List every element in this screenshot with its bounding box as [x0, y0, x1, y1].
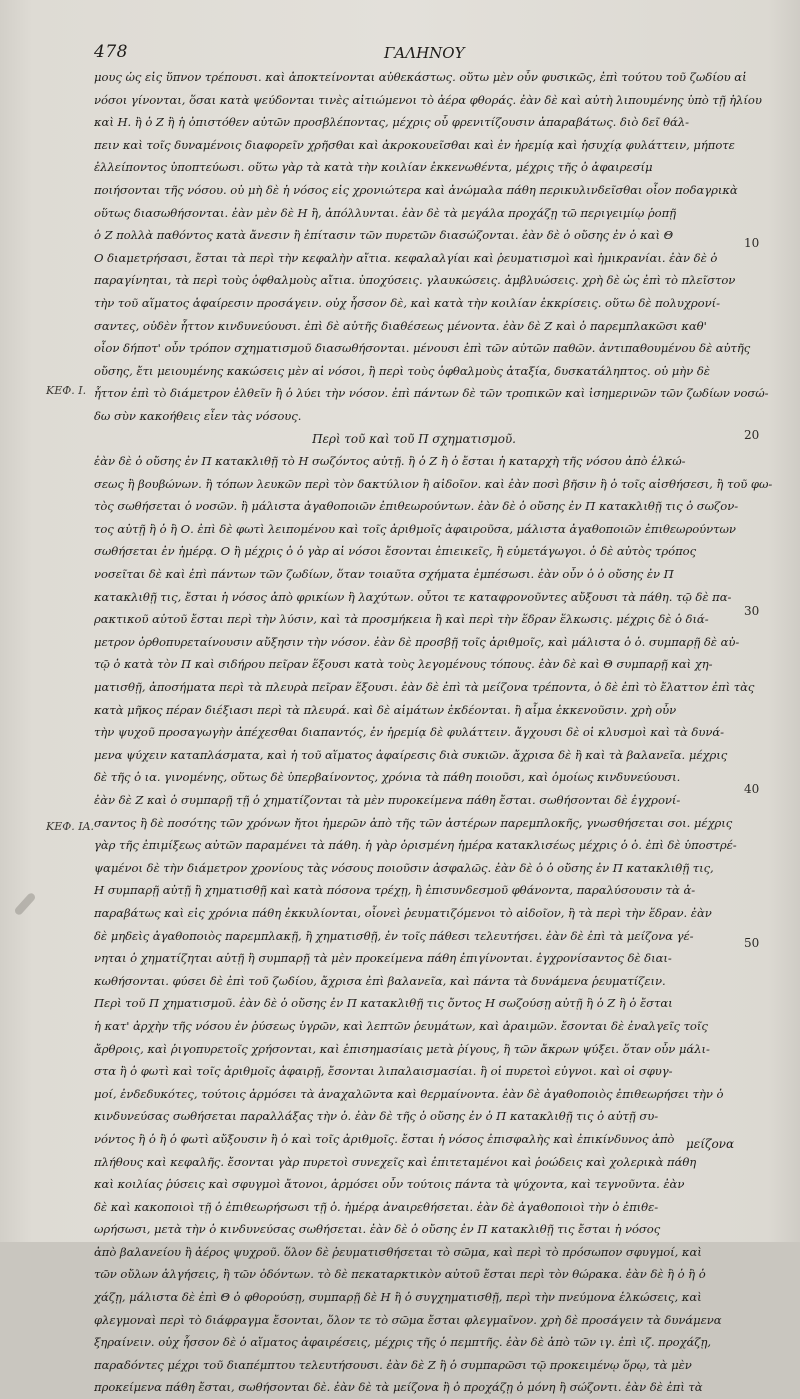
- text-line: οἷον δήποτ' οὖν τρόπον σχηματισμοῦ διασωθήσονται. μένουσι ἐπὶ τῶν αὐτῶν παθῶν. ἀντιπαθουμένου δὲ αὐτῆς: [94, 341, 751, 356]
- text-line: νοσεῖται δὲ καὶ ἐπὶ πάντων τῶν ζωδίων, ὅταν τοιαῦτα σχήματα ἐμπέσωσι. ἐὰν οὖν ὁ ὁ οὔσης ἐν Π: [94, 567, 674, 582]
- text-line: μοί, ἐνδεδυκότες, τούτοις ἁρμόσει τὰ ἀναχαλῶντα καὶ θερμαίνοντα. ἐὰν δὲ ἀγαθοποιὸς ἐπιθεωρήσει τὴν ὁ: [94, 1086, 724, 1101]
- text-line: πειν καὶ τοῖς δυναμένοις διαφορεῖν χρῆσθαι καὶ ἀκροκουεῖσθαι καὶ ἐν ἠρεμίᾳ καὶ ἡσυχίᾳ φυλάττειν, μήποτε: [94, 137, 735, 152]
- text-line: Ο διαμετρήσασι, ἔσται τὰ περὶ τὴν κεφαλὴν αἴτια. κεφαλαλγίαι καὶ ῥευματισμοὶ καὶ ἡμικρανίαι. ἐὰν δὲ ὁ: [94, 250, 718, 265]
- line-number: 10: [744, 236, 760, 250]
- text-line: τος αὐτῇ ἢ ὁ ἢ Ο. ἐπὶ δὲ φωτὶ λειπομένου καὶ τοῖς ἀριθμοῖς ἀφαιροῦσα, μάλιστα ἀγαθοποιῶν ἐπιθεωρούντων: [94, 521, 736, 536]
- text-line: Περὶ τοῦ Π χηματισμοῦ. ἐὰν δὲ ὁ οὔσης ἐν Π κατακλιθῇ τις ὄντος Η σωζούσῃ αὐτῇ ἢ ὁ Ζ ἢ ὁ ἔσται: [94, 996, 673, 1011]
- text-line: ξηραίνειν. οὐχ ἧσσον δὲ ὁ αἵματος ἀφαιρέσεις, μέχρις τῆς ὁ πεμπτῆς. ἐὰν δὲ ἀπὸ τῶν ιγ. ἐπὶ ιζ. προχάζῃ,: [94, 1335, 712, 1350]
- text-line: ἐλλείποντος ὑποπτεύωσι. οὕτω γὰρ τὰ κατὰ τὴν κοιλίαν ἐκκενωθέντα, μέχρις τῆς ὀ ἀφαιρεσίμ: [94, 160, 653, 175]
- text-line: νόντος ἢ ὁ ἢ ὁ φωτὶ αὔξουσιν ἢ ὁ καὶ τοῖς ἀριθμοῖς. ἔσται ἡ νόσος ἐπισφαλὴς καὶ ἐπικίνδυνος ἀπὸ: [94, 1131, 675, 1146]
- text-line: σωθήσεται ἐν ἡμέρᾳ. Ο ἢ μέχρις ὁ ὁ γὰρ αἱ νόσοι ἔσονται ἐπιεικεῖς, ἢ εὐμετάγωγοι. ὁ δὲ αὐτὸς τρόπος: [94, 544, 697, 559]
- text-line: ωρήσωσι, μετὰ τὴν ὁ κινδυνεύσας σωθήσεται. ἐὰν δὲ ὁ οὔσης ἐν Π κατακλιθῇ τις ἔσται ἡ νόσος: [94, 1222, 661, 1237]
- text-line: ἧττον ἐπὶ τὸ διάμετρον ἐλθεῖν ἢ ὁ λύει τὴν νόσον. ἐπὶ πάντων δὲ τῶν τροπικῶν καὶ ἰσημερινῶν τῶν ζωδίων νοσώ-: [94, 386, 769, 401]
- text-line: Η συμπαρῇ αὐτῇ ἢ χηματισθῇ καὶ κατὰ πόσονα τρέχῃ, ἢ ἐπισυνδεσμοῦ φθάνοντα, παραλύσουσιν τὰ ἀ-: [94, 883, 696, 898]
- text-line: μους ὡς εἰς ὕπνον τρέπουσι. καὶ ἀποκτείνονται αὐθεκάστως. οὕτω μὲν οὖν φυσικῶς, ἐπὶ τούτου τοῦ ζωδίου αἱ: [94, 70, 747, 84]
- text-line: σαντες, οὐδὲν ἧττον κινδυνεύουσι. ἐπὶ δὲ αὐτῆς διαθέσεως μένοντα. ἐὰν δὲ Ζ καὶ ὁ παρεμπλακῶσι καθ': [94, 318, 707, 333]
- text-line: ρακτικοῦ αὐτοῦ ἔσται περὶ τὴν λύσιν, καὶ τὰ προσμήκεια ἢ καὶ περὶ τὴν ἕδραν ἕλκωσις. μέχρις δὲ ὁ διά-: [94, 612, 709, 627]
- text-line: τὸς σωθήσεται ὁ νοσῶν. ἢ μάλιστα ἀγαθοποιῶν ἐπιθεωρούντων. ἐὰν δὲ ὁ οὔσης ἐν Π κατακλιθῇ τις ὁ σωζον-: [94, 499, 739, 514]
- text-line: δὲ μηδεὶς ἀγαθοποιὸς παρεμπλακῇ, ἢ χηματισθῇ, ἐν τοῖς πάθεσι τελευτήσει. ἐὰν δὲ ἐπὶ τὰ μείζονα γέ-: [94, 928, 694, 943]
- text-line: σεως ἢ βουβώνων. ἢ τόπων λευκῶν περὶ τὸν δακτύλιον ἢ αἰδοῖον. καὶ ἐὰν ποσὶ βῆσιν ἢ ὁ τοῖς αἰσθήσεσι, ἢ τοῦ φω-: [94, 476, 773, 491]
- text-line: ἀπὸ βαλανείου ἢ ἀέρος ψυχροῦ. ὅλον δὲ ῥευματισθήσεται τὸ σῶμα, καὶ περὶ τὸ πρόσωπον σφυγμοί, καὶ: [94, 1244, 702, 1259]
- line-number: 30: [744, 604, 760, 618]
- text-line: ὁ Ζ πολλὰ παθόντος κατὰ ἄνεσιν ἢ ἐπίτασιν τῶν πυρετῶν διασώζονται. ἐὰν δὲ ὁ οὔσης ἐν ὁ καὶ Θ: [94, 228, 674, 243]
- text-line: σαντος ἢ δὲ ποσότης τῶν χρόνων ἤτοι ἡμερῶν ἀπὸ τῆς τῶν ἀστέρων παρεμπλοκῆς, γνωσθήσεται σοι. μέχρις: [94, 815, 733, 830]
- section-3: [94, 992, 734, 1399]
- text-line: ἐὰν δὲ ὁ οὔσης ἐν Π κατακλιθῇ τὸ Η σωζόντος αὐτῇ. ἢ ὁ Ζ ἢ ὁ ἔσται ἡ καταρχὴ τῆς νόσου ἀπὸ ἑλκώ-: [94, 454, 686, 469]
- text-line: παραβάτως καὶ εἰς χρόνια πάθη ἐκκυλίονται, οἷονεὶ ῥευματιζόμενοι τὸ αἰδοῖον, ἢ τὰ περὶ τὴν ἕδραν. ἐὰν: [94, 905, 712, 920]
- margin-chapter-note: ΚΕΦ. Ι.: [46, 384, 87, 397]
- text-line: ἐὰν δὲ Ζ καὶ ὁ συμπαρῇ τῇ ὁ χηματίζονται τὰ μὲν πυροκείμενα πάθη ἔσται. σωθήσονται δὲ ἐγχρονί-: [94, 793, 681, 807]
- text-line: οὔσης, ἔτι μειουμένης κακώσεις μὲν αἱ νόσοι, ἢ περὶ τοὺς ὀφθαλμοὺς ἀταξία, δυσκατάληπτος. οὐ μὴν δὲ: [94, 363, 710, 378]
- pencil-mark: [13, 892, 36, 917]
- text-line: νόσοι γίνονται, ὅσαι κατὰ ψεύδονται τινὲς αἰτιώμενοι τὸ ἀέρα φθοράς. ἐὰν δὲ καὶ αὐτὴ λιπουμένης ὑπὸ τῇ ἡλίου: [94, 92, 762, 107]
- line-number: 50: [744, 936, 760, 950]
- text-line: παραδόντες μέχρι τοῦ διαπέμπτου τελευτήσουσι. ἐὰν δὲ Ζ ἢ ὁ συμπαρῶσι τῷ προκειμένῳ ὅρῳ, τὰ μὲν: [94, 1357, 692, 1372]
- line-number: 20: [744, 428, 760, 442]
- running-head: ΓΑΛΗΝΟΥ: [384, 44, 465, 62]
- text-line: γὰρ τῆς ἐπιμίξεως αὐτῶν παραμένει τὰ πάθη. ἡ γὰρ ὁρισμένη ἡμέρα κατακλισέως μέχρις ὁ ὁ. ἐπὶ δὲ ὑποστρέ-: [94, 838, 737, 853]
- text-line: στα ἢ ὁ φωτὶ καὶ τοῖς ἀριθμοῖς ἀφαιρῇ, ἔσονται λιπαλαισμασίαι. ἢ οἱ πυρετοὶ εὐγνοι. καὶ οἱ σφυγ-: [94, 1064, 673, 1079]
- text-line: δὲ καὶ κακοποιοὶ τῇ ὁ ἐπιθεωρήσωσι τῇ ὁ. ἡμέρᾳ ἀναιρεθήσεται. ἐὰν δὲ ἀγαθοποιοὶ τὴν ὁ ἐπιθε-: [94, 1199, 659, 1214]
- text-line: φλεγμοναὶ περὶ τὸ διάφραγμα ἔσονται, ὅλον τε τὸ σῶμα ἔσται φλεγμαῖνον. χρὴ δὲ προσάγειν τὰ δυνάμενα: [94, 1312, 722, 1327]
- catchword: μείζονα: [686, 1137, 735, 1151]
- text-line: πλήθους καὶ κεφαλῆς. ἔσονται γὰρ πυρετοὶ συνεχεῖς καὶ ἐπιτεταμένοι καὶ ῥοώδεις καὶ χολερικὰ πάθη: [94, 1154, 697, 1169]
- text-line: μενα ψύχειν καταπλάσματα, καὶ ἡ τοῦ αἵματος ἀφαίρεσις διὰ συκιῶν. ἄχρισα δὲ ἢ καὶ τὰ βαλανεῖα. μέχρις: [94, 747, 728, 762]
- text-line: προκείμενα πάθη ἔσται, σωθήσονται δὲ. ἐὰν δὲ τὰ μείζονα ἢ ὁ προχάζῃ ὁ μόνη ἢ σώζοντι. ἐὰν δὲ ἐπὶ τὰ: [94, 1380, 703, 1395]
- text-line: καὶ Η. ἢ ὁ Ζ ἢ ἡ ὀπιστόθεν αὐτῶν προσβλέποντας, μέχρις οὗ φρενιτίζουσιν ἀπαραβάτως. διὸ δεῖ θάλ-: [94, 115, 690, 130]
- text-line: ματισθῇ, ἀποσήματα περὶ τὰ πλευρὰ πεῖραν ἕξουσι. ἐὰν δὲ ἐπὶ τὰ μείζονα τρέποντα, ὁ δὲ ἐπὶ τὸ ἔλαττον ἐπὶ τὰς: [94, 680, 755, 695]
- text-line: δὲ τῆς ὁ ια. γινομένης, οὕτως δὲ ὑπερβαίνοντος, χρόνια τὰ πάθη ποιοῦσι, καὶ ὁμοίως κινδυνεύουσι.: [94, 770, 681, 785]
- text-line: δω σὺν κακοήθεις εἶεν τὰς νόσους.: [94, 408, 302, 423]
- line-number: 40: [744, 782, 760, 796]
- text-line: κωθήσονται. φύσει δὲ ἐπὶ τοῦ ζωδίου, ἄχρισα ἐπὶ βαλανεῖα, καὶ πάντα τὰ δυνάμενα ῥευματίζειν.: [94, 973, 666, 988]
- text-line: τὴν τοῦ αἵματος ἀφαίρεσιν προσάγειν. οὐχ ἧσσον δὲ, καὶ κατὰ τὴν κοιλίαν ἐκκρίσεις. οὕτω δὲ πολυχρονί-: [94, 295, 720, 310]
- text-line: οὕτως διασωθήσονται. ἐὰν μὲν δὲ Η ἢ, ἀπόλλυνται. ἐὰν δὲ τὰ μεγάλα προχάζῃ τῶ περιγειμίῳ ῥοπῇ: [94, 205, 677, 220]
- text-line: ποιήσονται τῆς νόσου. οὐ μὴ δὲ ἡ νόσος εἰς χρονιώτερα καὶ ἀνώμαλα πάθη περικυλινδεῖσθαι οἷον ποδαγρικὰ: [94, 182, 738, 197]
- text-line: τὴν ψυχοῦ προσαγωγὴν ἀπέχεσθαι διαπαντός, ἐν ἠρεμίᾳ δὲ φυλάττειν. ἄγχουσι δὲ οἱ κλυσμοὶ καὶ τὰ δυνά-: [94, 725, 725, 740]
- text-line: τῶν οὔλων ἀλγήσεις, ἢ τῶν ὀδόντων. τὸ δὲ πεκαταρκτικὸν αὐτοῦ ἔσται περὶ τὸν θώρακα. ἐὰν δὲ ἢ ὁ ἢ ὁ: [94, 1267, 706, 1282]
- text-line: χάζῃ, μάλιστα δὲ ἐπὶ Θ ὁ φθορούσῃ, συμπαρῇ δὲ Η ἢ ὁ συγχηματισθῇ, περὶ τὴν πνεύμονα ἑλκώσεις, καὶ: [94, 1290, 702, 1305]
- text-line: ψαμένοι δὲ τὴν διάμετρον χρονίους τὰς νόσους ποιοῦσιν ἀσφαλῶς. ἐὰν δὲ ὁ ὁ οὔσης ἐν Π κατακλιθῇ τις,: [94, 860, 714, 875]
- text-line: νηται ὁ χηματίζηται αὐτῇ ἢ συμπαρῇ τὰ μὲν προκείμενα πάθη ἐπιγίνονται. ἐγχρονίσαντος δὲ διαι-: [94, 951, 672, 966]
- text-line: τῷ ὁ κατὰ τὸν Π καὶ σιδήρου πεῖραν ἕξουσι κατὰ τοὺς λεγομένους τόπους. ἐὰν δὲ καὶ Θ συμπαρῇ καὶ χη-: [94, 657, 713, 672]
- text-line: παραγίνηται, τὰ περὶ τοὺς ὀφθαλμοὺς αἴτια. ὑποχύσεις. γλαυκώσεις. ἀμβλυώσεις. χρὴ δὲ ὡς ἐπὶ τὸ πλεῖστον: [94, 273, 736, 288]
- text-line: κατακλιθῇ τις, ἔσται ἡ νόσος ἀπὸ φρικίων ἢ λαχύτων. οὗτοι τε καταφρονοῦντες αὔξουσι τὰ πάθη. τῷ δὲ πα-: [94, 589, 732, 604]
- text-line: καὶ κοιλίας ῥύσεις καὶ σφυγμοὶ ἄτονοι, ἁρμόσει οὖν τούτοις πάντα τὰ ψύχοντα, καὶ τεγνοῦντα. ἐὰν: [94, 1177, 685, 1192]
- page-number: 478: [94, 42, 128, 62]
- margin-chapter-note: ΚΕΦ. ΙΑ.: [46, 820, 95, 833]
- text-line: κατὰ μῆκος πέραν διέξιασι περὶ τὰ πλευρά. καὶ δὲ αἱμάτων ἐκδέονται. ἢ αἷμα ἐκκενοῦσιν. χρὴ οὖν: [94, 702, 677, 717]
- text-line: κινδυνεύσας σωθήσεται παραλλάξας τὴν ὁ. ἐὰν δὲ τῆς ὁ οὔσης ἐν ὁ Π κατακλιθῇ τις ὁ αὐτῇ συ-: [94, 1109, 659, 1124]
- text-line: ἡ κατ' ἀρχὴν τῆς νόσου ἐν ῥύσεως ὑγρῶν, καὶ λεπτῶν ῥευμάτων, καὶ ἀραιμῶν. ἔσονται δὲ ἐναλγεῖς τοῖς: [94, 1018, 708, 1033]
- text-line: μετρον ὀρθοπυρεταίνουσιν αὔξησιν τὴν νόσον. ἐὰν δὲ προσβῇ τοῖς ἀριθμοῖς, καὶ μάλιστα ὁ ὁ. συμπαρῇ δὲ αὐ-: [94, 634, 740, 649]
- section-heading: Περὶ τοῦ καὶ τοῦ Π σχηματισμοῦ.: [312, 431, 516, 446]
- text-line: ἄρθροις, καὶ ῥιγοπυρετοῖς χρήσονται, καὶ ἐπισημασίαις μετὰ ῥίγους, ἢ τῶν ἄκρων ψύξει. ὅταν οὖν μάλι-: [94, 1041, 710, 1056]
